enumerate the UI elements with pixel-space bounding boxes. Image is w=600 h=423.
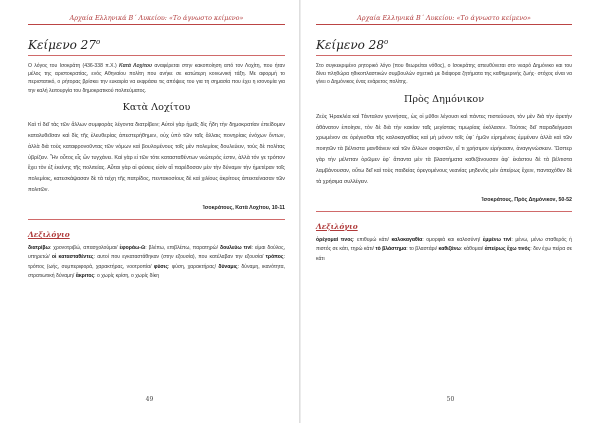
lexicon-term: ἐμμένω τινί (482, 236, 512, 243)
lexicon-term: τὸ βλάστημα (375, 246, 407, 253)
greek-subtitle: Πρὸς Δημόνικον (403, 93, 485, 105)
lexicon-term: οἱ κατασταθέντες (51, 254, 94, 261)
source-rule (316, 211, 572, 212)
page-number: 49 (145, 396, 154, 403)
running-header: Αρχαία Ελληνικά Β΄ Λυκείου: «Το άγνωστο κείμενο» (357, 14, 531, 22)
title-rule (28, 55, 285, 56)
lexicon-title: Λεξιλόγιο (316, 221, 358, 231)
ancient-greek-text: Ζεὺς Ἡρακλέα καὶ Τάνταλον γεννήσας, ὡς οἱ μῦθοι λέγουσι καὶ πάντες πιστεύουσι, τὸν μὲν διὰ τὴν ἀρετὴν ἀθάνατον ἐποίησε, τὸν δὲ διὰ τὴν κακίαν ταῖς μεγίσταις τιμωρίαις ἐκόλασεν. Τούτοις δεῖ παραδείγμασι χρωμένον σε ὀρέγεσθαι τῆς καλοκαγαθίας καὶ μὴ μόνον τοῖς ὑφ᾽ ἡμῶν εἰρημένοις ἐμμένειν ἀλλὰ καὶ τῶν ποιητῶν τὰ βέλτιστα μανθάνειν καὶ τῶν ἄλλων σοφιστῶν, εἴ τι χρήσιμον εἰρήκασιν, ἀναγιγνώσκειν. Ὥσπερ γὰρ τὴν μέλιτταν ὁρῶμεν ἐφ᾽ ἅπαντα μὲν τὰ βλαστήματα καθιζάνουσαν ἀφ᾽ ἑκάστου δὲ τὰ βέλτιστα λαμβάνουσαν, οὕτω δεῖ καὶ τοὺς παιδείας ὀρεγομένους νεανίας μηδενὸς μὲν ἀπείρως ἔχειν, πανταχόθεν δὲ τὰ χρήσιμα συλλέγειν. (316, 113, 572, 186)
lexicon-def: : κάθομαι/ (460, 246, 485, 253)
header-rule (28, 24, 285, 25)
lexicon-term: ἐφοράω-ῶ (119, 245, 146, 252)
intro-paragraph: Στο συγκεκριμένο ρητορικό λόγο (που θεωρείται νόθος), ο Ισοκράτης απευθύνεται στο νεαρό Δημόνικο και του δίνει πληθώρα ηθικοπλαστικών συμβουλών σχετικά με διάφορα ζητήματα της καθημερινής ζωής· στόχος είναι να γίνει ο Δημόνικος ένας ενάρετος πολίτης. (316, 63, 572, 86)
lexicon-term: δουλεύω τινί (220, 245, 252, 252)
greek-subtitle: Κατὰ Λοχίτου (122, 101, 191, 113)
running-header: Αρχαία Ελληνικά Β΄ Λυκείου: «Το άγνωστο κείμενο» (69, 14, 244, 22)
page-number: 50 (446, 396, 455, 403)
text-title-label: Κείμενο 27 (28, 38, 96, 52)
lexicon-term: τρόπος (265, 254, 284, 261)
intro-work-title: Κατά Λοχίτου (119, 63, 153, 69)
source-rule (28, 219, 285, 220)
text-title-ordinal: ο (95, 38, 101, 46)
title-rule (316, 55, 572, 56)
lexicon-def: : είμαι δούλος, υπηρετώ/ (28, 245, 285, 261)
source-citation: Ἰσοκράτους, Πρὸς Δημόνικον, 50-52 (481, 196, 572, 203)
lexicon-term: ἄκριτος (75, 273, 95, 280)
text-title (28, 38, 285, 52)
lexicon-title: Λεξιλόγιο (28, 230, 70, 240)
text-title-label: Κείμενο 28 (316, 38, 384, 52)
ancient-greek-text: Καὶ τί δεῖ τὰς τῶν ἄλλων συμφορὰς λέγοντα διατρίβειν; Αὐτοὶ γὰρ ἡμεῖς δὶς ἤδη τὴν δημοκρατίαν ἐπείδομεν καταλυθεῖσαν καὶ δὶς τῆς ἐλευθερίας ἀπεστερήθημεν, οὐχ ὑπὸ τῶν ταῖς ἄλλαις πονηρίαις ἐνόχων ὄντων, ἀλλὰ διὰ τοὺς καταφρονοῦντας τῶν νόμων καὶ βουλομένους τοῖς μὲν πολεμίοις δουλεύειν, τοὺς δὲ πολίτας ὑβρίζειν. Ἦν οὗτος εἷς ὢν τυγχάνει. Καὶ γὰρ εἰ τῶν τότε κατασταθέντων νεώτερός ἐστιν, ἀλλὰ τόν γε τρόπον ἔχει τὸν ἐξ ἐκείνης τῆς πολιτείας. Αὗται γὰρ αἱ φύσεις εἰσὶν αἳ παρέδοσαν μὲν τὴν δύναμιν τὴν ἡμετέραν τοῖς πολεμίοις, κατεσκάψασαν δὲ τὰ τείχη τῆς πατρίδος, πεντακοσίους δὲ καὶ χιλίους ἀκρίτους ἀπεκτείνασαν τῶν πολιτῶν. (28, 121, 285, 194)
intro-text-pre: Ο λόγος του Ισοκράτη (436-338 π.Χ.) (28, 63, 119, 69)
lexicon-term: καθιζάνω (438, 246, 461, 253)
page-left (0, 0, 299, 423)
header-rule (316, 24, 572, 25)
lexicon-def: : βλέπω, επιβλέπω, παρατηρώ/ (145, 245, 221, 252)
lexicon-def: : μένω, μένω σταθερός ή πιστός σε κάτι, τηρώ κάτι/ (316, 236, 572, 253)
lexicon-def: : αυτοί που εγκαταστάθηκαν (στην εξουσία), που κατέλαβαν την εξουσία/ (93, 254, 266, 261)
lexicon-term: δύναμις (218, 263, 238, 270)
lexicon-entries (28, 244, 285, 281)
lexicon-def: : επιθυμώ κάτι/ (353, 236, 392, 243)
lexicon-def: : χρονοτριβώ, απασχολούμαι/ (49, 245, 120, 252)
lexicon-def: : δύναμη, ικανότητα, στρατιωτική δύναμη/ (28, 263, 285, 280)
text-title (316, 38, 572, 52)
lexicon-term: φύσις (153, 263, 168, 270)
intro-text-post: αναφέρεται στην κακοποίηση από τον Λοχίτη, που ήταν μέλος της αριστοκρατίας, ενός Αθηναίου πολίτη που ανήκε σε κατώτερη κοινωνική τάξη. Με αφορμή το περιστατικό, ο ρήτορας βρίσκει την ευκαιρία να εκφράσει τις απόψεις του για τη σημασία που έχει η ισονομία για την καλή λειτουργία του δημοκρατικού πολιτεύματος. (28, 63, 286, 94)
lexicon-term: καλοκαγαθία (391, 236, 423, 243)
intro-paragraph (28, 62, 285, 95)
page-right (301, 0, 600, 423)
lexicon-def: : τρόπος (ωής, συμπεριφορά, χαρακτήρας, νοοτροπία/ (28, 254, 285, 270)
lexicon-term: ὀρέγομαί τινος (316, 236, 353, 243)
lexicon-term: ἀπείρως ἔχω τινός (484, 246, 531, 253)
lexicon-entries (316, 236, 572, 264)
lexicon-def: : ομορφιά και καλοσύνη/ (422, 236, 483, 243)
lexicon-term: διατρίβω (28, 245, 50, 252)
source-citation: Ἰσοκράτους, Κατὰ Λοχίτου, 10-11 (202, 205, 285, 212)
lexicon-def: : φύση, χαρακτήρας/ (168, 263, 219, 270)
lexicon-def: : δεν έχω πείρα σε κάτι (316, 246, 572, 262)
lexicon-def: : το βλαστάρι/ (406, 246, 439, 253)
lexicon-def: : ο χωρίς κρίση, ο χωρίς δίκη (94, 273, 160, 280)
text-title-ordinal: ο (383, 38, 389, 46)
